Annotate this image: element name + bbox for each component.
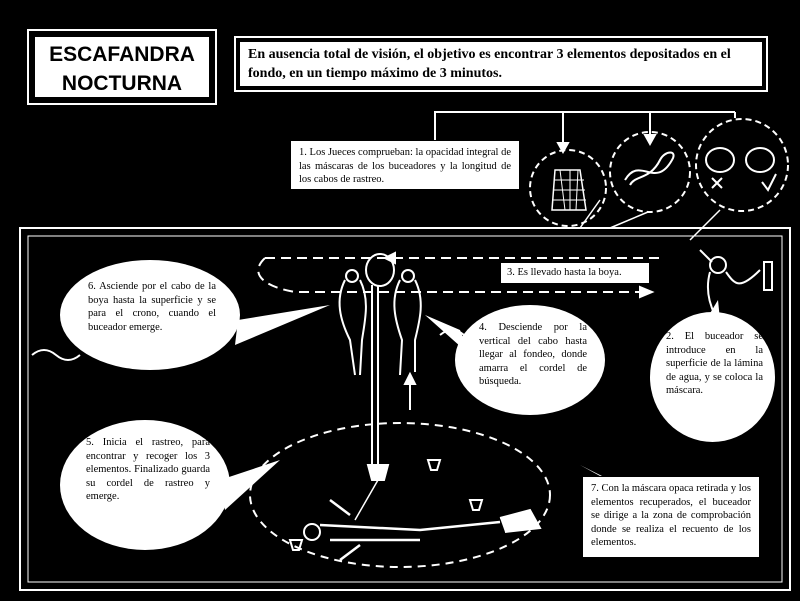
step-3-text: 3. Es llevado hasta la boya. bbox=[500, 262, 650, 284]
step-4-bubble: 4. Desciende por la vertical del cabo hasta llegar al fondeo, donde amarra el cordel de búsqueda. bbox=[455, 305, 605, 415]
buoy-cable bbox=[372, 285, 378, 465]
object-icon bbox=[428, 460, 440, 470]
basket-circle bbox=[530, 150, 606, 226]
intro-text: En ausencia total de visión, el objetivo es encontrar 3 elementos depositados en el fondo, en un tiempo máximo de 3 minutos. bbox=[238, 40, 764, 88]
masks-circle bbox=[696, 119, 788, 211]
fins-icon bbox=[500, 510, 540, 532]
object-icon bbox=[290, 540, 302, 550]
arrowhead bbox=[645, 135, 655, 144]
title-line-2: NOCTURNA bbox=[61, 72, 183, 95]
connector-line bbox=[435, 112, 735, 140]
rope-icon bbox=[625, 153, 674, 186]
step-7-text: 7. Con la máscara opaca retirada y los elementos recuperados, el buceador se dirige a la zona de comprobación donde se realiza el recuento de los elementos. bbox=[582, 476, 760, 558]
bubble-tail bbox=[235, 305, 330, 345]
step-1-text: 1. Los Jueces comprueban: la opacidad integral de las máscaras de los buceadores y la longitud de los cabos de rastreo. bbox=[290, 140, 520, 190]
check-icon bbox=[762, 174, 776, 190]
arrowhead bbox=[405, 374, 415, 384]
diver-figure bbox=[700, 250, 760, 315]
step-6-bubble: 6. Asciende por el cabo de la boya hasta la superficie y se para el crono, cuando el buceador emerge. bbox=[60, 260, 240, 370]
mask-icon bbox=[706, 148, 734, 172]
mask-icon bbox=[746, 148, 774, 172]
anchor-weight bbox=[368, 465, 388, 480]
search-area-ellipse bbox=[250, 423, 550, 567]
page-title bbox=[32, 34, 212, 100]
diver-figure bbox=[394, 280, 420, 375]
arrowhead bbox=[640, 287, 652, 297]
title-line-1: ESCAFANDRA bbox=[49, 43, 195, 66]
step-2-bubble: 2. El buceador se introduce en la superficie de la lámina de agua, y se coloca la máscara. bbox=[650, 312, 775, 442]
object-icon bbox=[470, 500, 482, 510]
search-cord bbox=[355, 480, 378, 520]
step-5-bubble: 5. Inicia el rastreo, para encontrar y recoger los 3 elementos. Finalizado guarda su cordel de rastreo y emerge. bbox=[60, 420, 230, 550]
connector-line bbox=[580, 200, 720, 240]
diver-head bbox=[304, 524, 320, 540]
diver-figure bbox=[340, 280, 366, 375]
water-surface-wave bbox=[32, 350, 80, 360]
tank-icon bbox=[764, 262, 772, 290]
diver-head bbox=[346, 270, 358, 282]
diver-head bbox=[710, 257, 726, 273]
cross-icon bbox=[712, 178, 722, 188]
diver-head bbox=[402, 270, 414, 282]
